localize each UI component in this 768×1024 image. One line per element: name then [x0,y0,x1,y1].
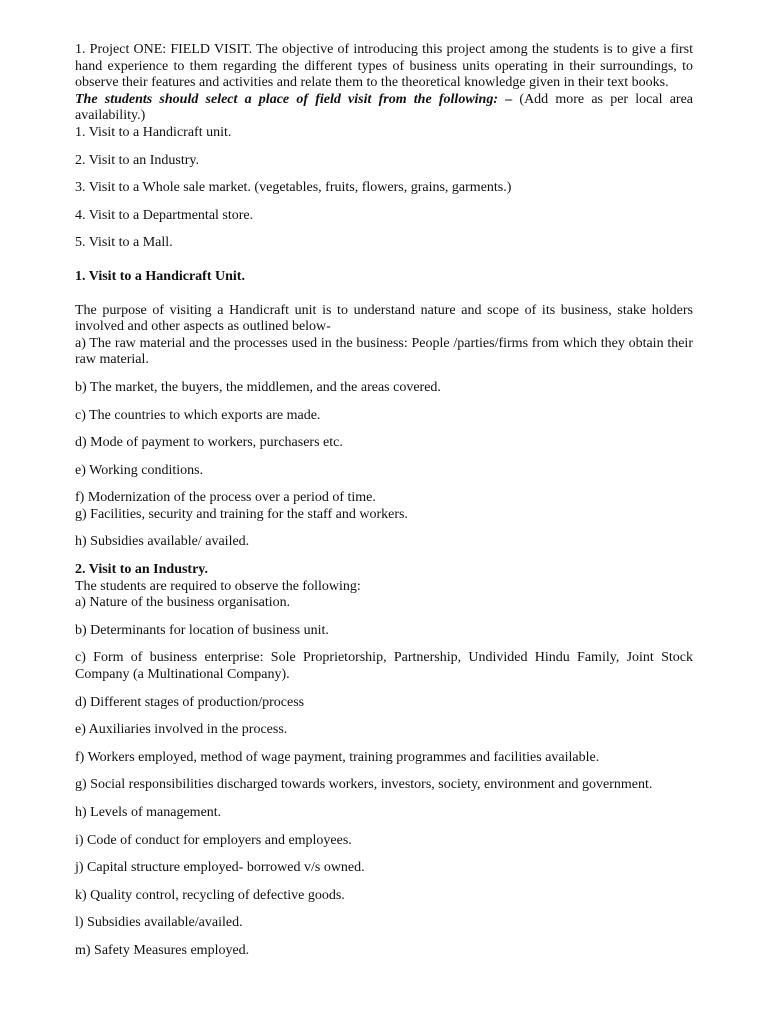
select-instruction-bold: The students should select a place of field visit from the following: – [75,91,513,107]
visit-list-item: 5. Visit to a Mall. [75,235,173,251]
handicraft-item: h) Subsidies available/ availed. [75,534,250,550]
handicraft-item: a) The raw material and the processes used in the business: People /parties/firms from which they obtain their raw material. [75,335,693,368]
handicraft-intro: The purpose of visiting a Handicraft unit is to understand nature and scope of its business, stake holders involved and other aspects as outlined below- [75,302,693,335]
industry-item: i) Code of conduct for employers and employees. [75,832,352,848]
industry-item: g) Social responsibilities discharged towards workers, investors, society, environment and government. [75,777,653,793]
industry-item: d) Different stages of production/process [75,694,305,710]
select-instruction-note: (Add more as per local area availability.) [75,91,694,124]
visit-list-item: 1. Visit to a Handicraft unit. [75,124,232,140]
handicraft-item: c) The countries to which exports are made. [75,407,321,423]
intro-paragraph: 1. Project ONE: FIELD VISIT. The objective of introducing this project among the students is to give a first hand experience to them regarding the different types of business units operating in their surroundings, to observe their features and activities and relate them to the theoretical knowledge given in their text books. [75,42,693,91]
industry-item: k) Quality control, recycling of defective goods. [75,887,345,903]
document-page [75,42,693,960]
handicraft-item: d) Mode of payment to workers, purchasers etc. [75,435,343,451]
handicraft-item: f) Modernization of the process over a period of time. [75,490,376,506]
industry-item: c) Form of business enterprise: Sole Proprietorship, Partnership, Undivided Hindu Family, Joint Stock Company (a Multinational Company). [75,650,693,683]
handicraft-item: e) Working conditions. [75,462,204,478]
industry-intro: The students are required to observe the following: [75,578,361,594]
visit-list-item: 2. Visit to an Industry. [75,152,199,168]
visit-list-item: 4. Visit to a Departmental store. [75,207,254,223]
handicraft-heading: 1. Visit to a Handicraft Unit. [75,268,245,284]
industry-item: h) Levels of management. [75,805,222,820]
industry-item: m) Safety Measures employed. [75,942,250,958]
industry-item: b) Determinants for location of business unit. [75,622,329,638]
industry-item: e) Auxiliaries involved in the process. [75,722,288,738]
visit-list-item: 3. Visit to a Whole sale market. (vegetables, fruits, flowers, grains, garments.) [75,180,512,196]
select-instruction [75,92,693,125]
industry-item: j) Capital structure employed- borrowed v/s owned. [75,860,365,876]
industry-item: a) Nature of the business organisation. [75,595,291,611]
handicraft-item: g) Facilities, security and training for the staff and workers. [75,506,408,522]
handicraft-item: b) The market, the buyers, the middlemen, and the areas covered. [75,379,441,395]
industry-item: f) Workers employed, method of wage payment, training programmes and facilities available. [75,749,600,765]
industry-heading: 2. Visit to an Industry. [75,562,209,578]
industry-item: l) Subsidies available/availed. [75,915,243,931]
